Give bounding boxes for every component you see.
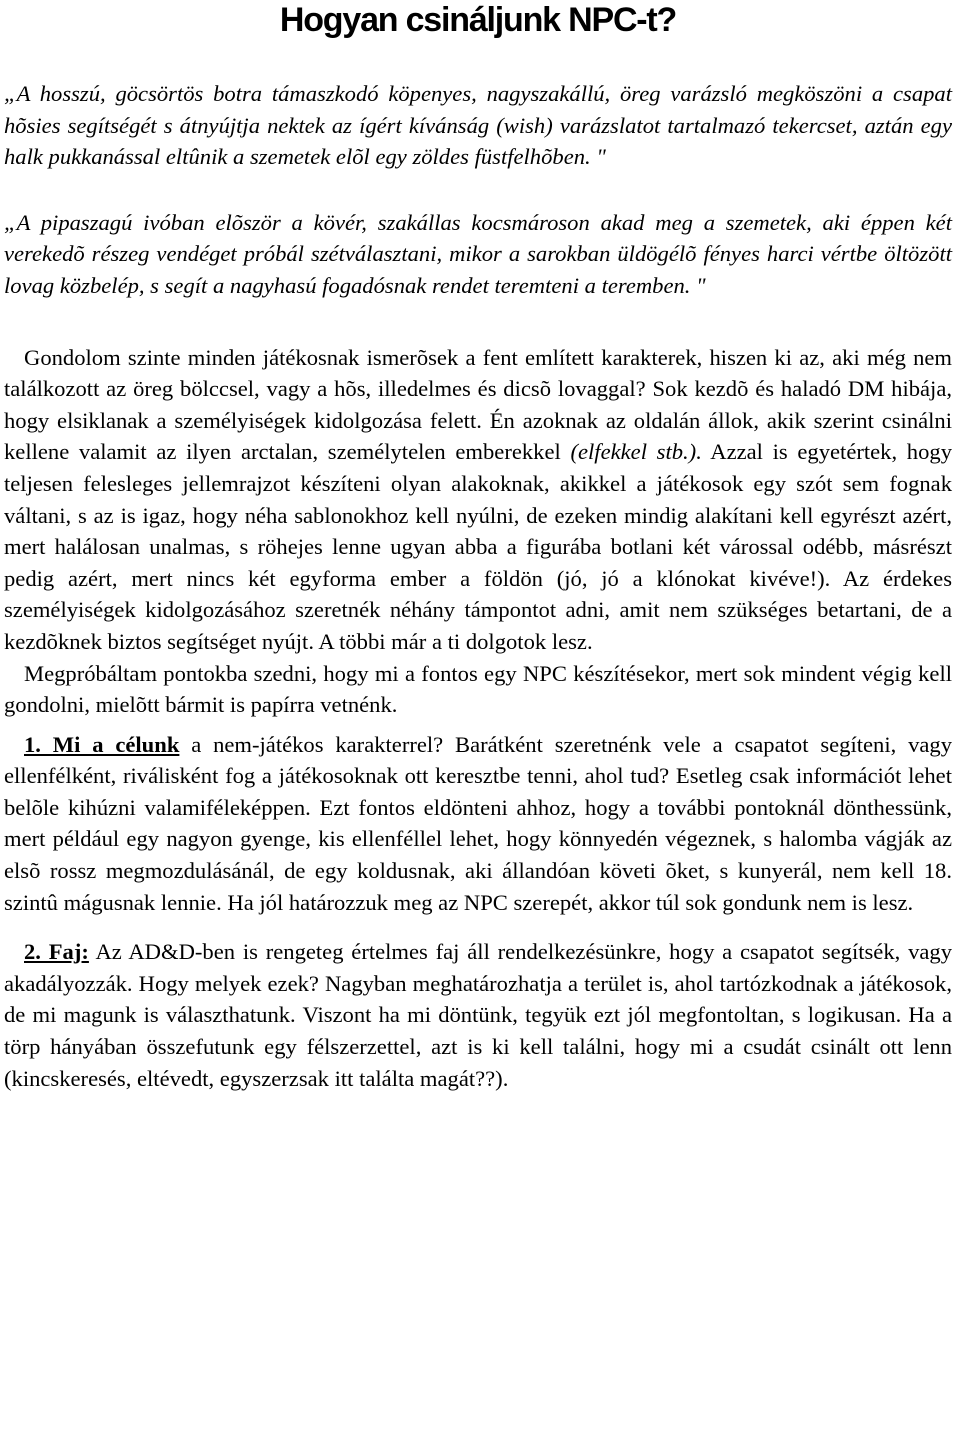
page-title: Hogyan csináljunk NPC-t? xyxy=(279,1,677,39)
paragraph-intro-text-a: Gondolom szinte minden játékosnak ismerõsek a fent említett karakterek, hiszen ki az, aki még nem találkozott az öreg bölccsel, vagy a hõs, illedelmes és dicsõ lovaggal? Sok kezdõ és haladó DM hibája, hogy elsiklanak a személyiségek kidolgozása felett. Én azoknak az oldalán állok, akik szerint csinálni kellene valamit az ilyen arctalan, személytelen emberekkel xyxy=(4,344,952,465)
paragraph-intro-text-b: Azzal is egyetértek, hogy teljesen felesleges jellemrajzot készíteni olyan alakoknak, akikkel a játékosok egy szót sem fognak váltani, s az is igaz, hogy néha sablonokhoz kell nyúlni, de ezeken mindig alakítani kell egyrészt azért, mert halálosan unalmas, s röhejes lenne ugyan abba a figurába botlani két várossal odébb, másrészt pedig azért, mert nincs két egyforma ember a földön (jó, jó a klónokat kivéve!). Az érdekes személyiségek kidolgozásához szeretnék néhány támpontot adni, amit nem szükséges betartani, de a kezdõknek biztos segítséget nyújt. A többi már a ti dolgotok lesz. xyxy=(4,439,952,654)
section-race xyxy=(4,936,952,1094)
section-goal xyxy=(4,729,952,919)
section-race-heading: 2. Faj: xyxy=(24,939,89,965)
section-goal-text: a nem-játékos karakterrel? Barátként szeretnénk vele a csapatot segíteni, vagy ellenfélként, riválisként fog a játékosoknak ott keresztbe tenni, ahol tud? Esetleg csak információt lehet belõle kihúzni valamiféleképpen. Ezt fontos eldönteni ahhoz, hogy a további pontoknál dönthessünk, mert például egy nagyon gyenge, kis ellenféllel lehet, hogy könnyedén végeznek, s halomba vágják az elsõ rossz megmozdulásánál, de egy koldusnak, aki állandóan követi õket, s kunyerál, nem kell 18. szintû mágusnak lennie. Ha jól határozzuk meg az NPC szerepét, akkor túl sok gondunk nem is lesz. xyxy=(4,731,952,915)
paragraph-method: Megpróbáltam pontokba szedni, hogy mi a fontos egy NPC készítésekor, mert sok mindent végig kell gondolni, mielõtt bármit is papírra vetnénk. xyxy=(4,660,952,718)
intro-quote-wizard: „A hosszú, göcsörtös botra támaszkodó köpenyes, nagyszakállú, öreg varázsló megköszöni a csapat hõsies segítségét s átnyújtja nektek az ígért kívánság (wish) varázslatot tartalmazó tekercset, aztán egy halk pukkanással eltûnik a szemetek elõl egy zöldes füstfelhõben. " xyxy=(4,81,952,170)
section-race-text: Az AD&D-ben is rengeteg értelmes faj áll rendelkezésünkre, hogy a csapatot segítsék, vagy akadályozzák. Hogy melyek ezek? Nagyban meghatározhatja a terület is, ahol tartózkodnak a játékosok, de mi magunk is választhatunk. Viszont ha mi döntünk, tegyük ezt jól megfontoltan, s logikusan. Ha a törp hányában összefutunk egy félszerzettel, azt is ki kell találni, hogy mi a csudát csinált ott lenn (kincskeresés, eltévedt, egyszerzsak itt találta magát??). xyxy=(4,939,952,1091)
paragraph-intro-italic: (elfekkel stb.). xyxy=(570,439,702,465)
paragraph-intro xyxy=(4,342,952,658)
intro-quote-tavern: „A pipaszagú ivóban elõször a kövér, szakállas kocsmároson akad meg a szemetek, aki éppen két verekedõ részeg vendéget próbál szétválasztani, mikor a sarokban üldögélõ fényes harci vértbe öltözött lovag közbelép, s segít a nagyhasú fogadósnak rendet teremteni a teremben. " xyxy=(4,209,952,298)
document-page xyxy=(4,0,952,1094)
section-goal-heading: 1. Mi a célunk xyxy=(24,731,180,757)
